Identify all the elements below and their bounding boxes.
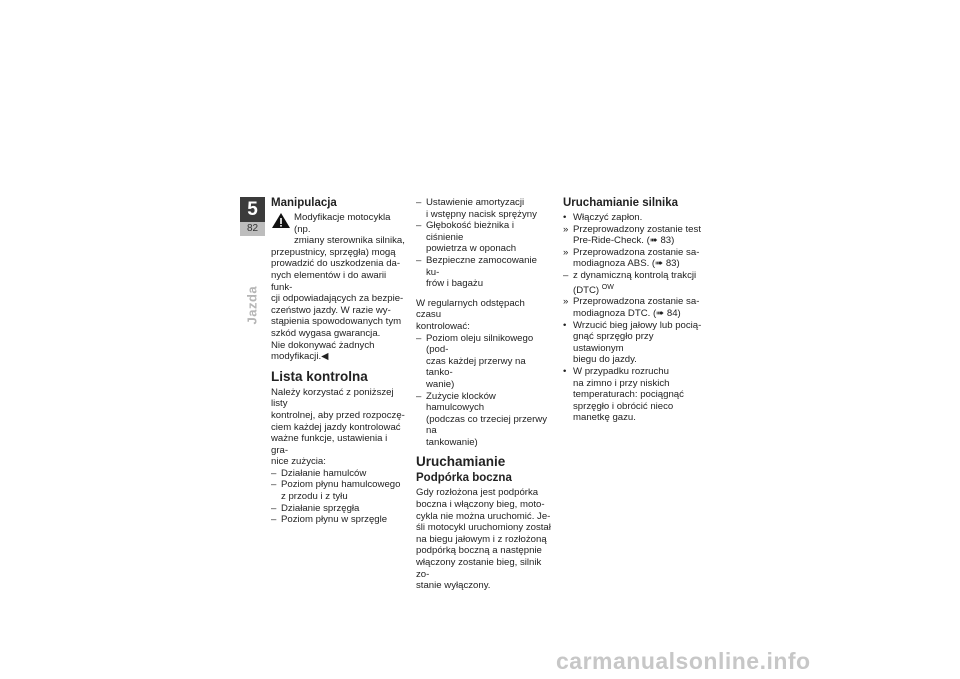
text-line: Włączyć zapłon. — [573, 212, 643, 223]
text-line: wanie) — [426, 378, 455, 390]
heading-manipulacja: Manipulacja — [271, 197, 337, 209]
column-3 — [563, 197, 703, 424]
list-marker: – — [563, 269, 569, 281]
list-marker: • — [563, 319, 567, 331]
heading-lista-kontrolna: Lista kontrolna — [271, 368, 368, 384]
list-marker: – — [271, 502, 277, 514]
list-item — [416, 333, 551, 391]
text-line: włączony zostanie bieg, silnik zo- — [416, 557, 542, 580]
list-marker: – — [271, 514, 277, 526]
list-marker: • — [563, 212, 567, 223]
text-line: modiagnoza DTC. (➠ 84) — [573, 307, 681, 319]
text-line: ciem każdej jazdy kontrolować — [271, 421, 401, 433]
text-line: czas każdej przerwy na tanko- — [426, 355, 526, 379]
text-line: Wrzucić bieg jałowy lub pocią- — [573, 319, 702, 331]
list-marker: » — [563, 296, 569, 308]
list-item — [563, 366, 703, 424]
section-label: Jazda — [244, 285, 260, 325]
text-line: śli motocykl uruchomiony został — [416, 522, 551, 534]
text-line: nice zużycia: — [271, 456, 326, 468]
warning-block — [271, 212, 406, 247]
list-item — [416, 197, 551, 220]
text-line — [573, 282, 696, 297]
text-line: biegu do jazdy. — [573, 354, 637, 366]
option-superscript: OW — [601, 283, 614, 291]
text-line: sprzęgło i obrócić nieco — [573, 400, 674, 412]
watermark: carmanualsonline.info — [556, 648, 811, 674]
text-line: Głębokość bieżnika i ciśnienie — [426, 220, 514, 243]
text-line: Nie dokonywać żadnych — [271, 339, 375, 351]
text-line: powietrza w oponach — [426, 243, 517, 255]
text-line: Działanie hamulców — [281, 467, 367, 479]
column-1 — [271, 197, 406, 526]
text-line: temperaturach: pociągnąć — [573, 389, 684, 401]
text-line: cji odpowiadających za bezpie- — [271, 293, 404, 305]
text-line: stąpienia spowodowanych tym — [271, 316, 402, 328]
warn-line: zmiany sterownika silnika, — [294, 235, 405, 247]
list-item — [563, 320, 703, 366]
text-line: ważne funkcje, ustawienia i gra- — [271, 433, 388, 456]
text-line: Należy korzystać z poniższej listy — [271, 386, 394, 410]
list-item — [271, 468, 406, 480]
text-line: Bezpieczne zamocowanie ku- — [426, 254, 537, 278]
text-line: podpórką boczną a następnie — [416, 545, 542, 557]
list-item — [271, 503, 406, 515]
text-line: (podczas co trzeciej przerwy na — [426, 413, 548, 437]
text-line: nych elementów i do awarii funk- — [271, 269, 387, 293]
text-line: z dynamiczną kontrolą trakcji — [573, 269, 697, 281]
warn-line: Modyfikacje motocykla (np. — [294, 212, 391, 235]
list-marker: – — [271, 479, 277, 491]
text-line: boczna i włączony bieg, moto- — [416, 499, 545, 511]
text-line: przepustnicy, sprzęgła) mogą — [271, 246, 396, 258]
text-line: W regularnych odstępach czasu — [416, 297, 525, 321]
list-marker: » — [563, 223, 569, 235]
list-marker: – — [416, 390, 422, 402]
text-line: Poziom oleju silnikowego (pod- — [426, 332, 534, 356]
text-line: modiagnoza ABS. (➠ 83) — [573, 258, 680, 270]
text-line: Pre-Ride-Check. (➠ 83) — [573, 235, 675, 247]
text-line: Przeprowadzona zostanie sa- — [573, 296, 700, 308]
text-line: stanie wyłączony. — [416, 580, 491, 592]
list-marker: – — [416, 254, 422, 266]
list-item — [563, 296, 703, 319]
text-line: Działanie sprzęgła — [281, 502, 360, 514]
list-marker: » — [563, 246, 569, 258]
list-item — [416, 220, 551, 255]
text-line: kontrolować: — [416, 320, 470, 332]
page-number: 82 — [240, 222, 265, 236]
text-line: Zużycie klocków hamulcowych — [426, 390, 496, 414]
column-2 — [416, 197, 551, 592]
chapter-tab — [240, 197, 265, 236]
text-line: frów i bagażu — [426, 278, 484, 290]
text-line: z przodu i z tyłu — [281, 491, 348, 503]
list-marker: – — [416, 220, 422, 232]
text-line: Ustawienie amortyzacji — [426, 197, 525, 208]
text-line: cykla nie można uruchomić. Je- — [416, 510, 551, 522]
text-line: na biegu jałowym i z rozłożoną — [416, 533, 547, 545]
heading-uruchamianie: Uruchamianie — [416, 454, 506, 470]
text-line: Przeprowadzona zostanie sa- — [573, 246, 700, 258]
text-line: manetkę gazu. — [573, 412, 636, 424]
heading-podporka-boczna: Podpórka boczna — [416, 472, 512, 485]
text-line: czeństwo jazdy. W razie wy- — [271, 304, 391, 316]
text-segment: modyfikacji. — [271, 351, 322, 363]
text-line: i wstępny nacisk sprężyny — [426, 208, 537, 220]
list-item — [271, 514, 406, 526]
list-item — [271, 479, 406, 502]
text-line: na zimno i przy niskich — [573, 377, 670, 389]
list-marker: • — [563, 365, 567, 377]
spacer — [416, 290, 551, 298]
text-line: prowadzić do uszkodzenia da- — [271, 258, 401, 270]
list-marker: – — [416, 332, 422, 344]
text-line: Przeprowadzony zostanie test — [573, 223, 701, 235]
list-item — [416, 391, 551, 449]
text-line: kontrolnej, aby przed rozpoczę- — [271, 409, 405, 421]
text-line: gnąć sprzęgło przy ustawionym — [573, 331, 654, 354]
list-item — [563, 212, 703, 224]
text-line: szkód wygasa gwarancja. — [271, 327, 381, 339]
list-marker: – — [271, 467, 277, 479]
heading-uruchamianie-silnika: Uruchamianie silnika — [563, 197, 679, 209]
text-line: Poziom płynu hamulcowego — [281, 479, 401, 491]
list-item — [563, 224, 703, 247]
warning-icon — [271, 212, 291, 229]
text-line: Gdy rozłożona jest podpórka — [416, 487, 539, 499]
text-line: tankowanie) — [426, 436, 478, 448]
list-marker: – — [416, 197, 422, 208]
text-line: Poziom płynu w sprzęgle — [281, 514, 388, 526]
chapter-number: 5 — [240, 197, 265, 222]
list-item — [563, 247, 703, 270]
text-line: W przypadku rozruchu — [573, 365, 669, 377]
end-mark: ◀ — [321, 351, 329, 363]
text-line — [271, 351, 406, 363]
list-item — [563, 270, 703, 296]
text-segment: (DTC) — [573, 284, 600, 296]
list-item — [416, 255, 551, 290]
